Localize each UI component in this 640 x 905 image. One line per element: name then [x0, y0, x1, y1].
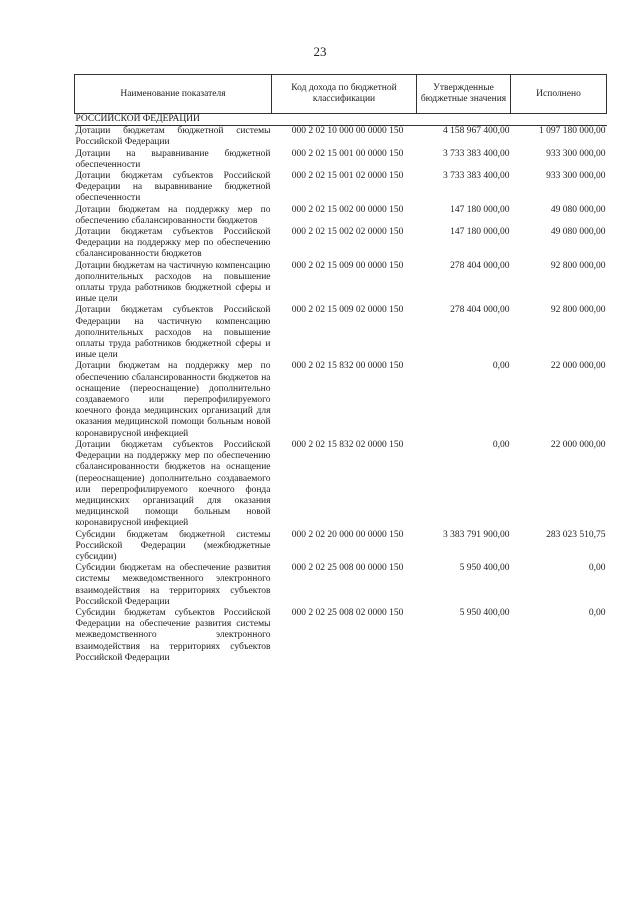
row-code: 000 2 02 15 009 00 0000 150: [291, 260, 404, 271]
row-name: Дотации бюджетам на поддержку мер по обеспечению сбалансированности бюджетов на оснащение (переоснащение) дополнительно создаваемого или перепрофилируемого коечного фонда медицинских организаций для оказания медицинской помощи больным новой коронавирусной инфекцией: [75, 361, 271, 439]
row-code: 000 2 02 15 832 00 0000 150: [291, 361, 404, 372]
table-row: [75, 361, 607, 439]
row-approved: 3 733 383 400,00: [443, 148, 510, 159]
row-name: Дотации бюджетам субъектов Российской Федерации на выравнивание бюджетной обеспеченности: [75, 171, 271, 204]
row-executed: 49 080 000,00: [550, 204, 606, 215]
row-approved: 4 158 967 400,00: [443, 126, 510, 137]
row-executed: 933 300 000,00: [546, 148, 606, 159]
row-approved: 147 180 000,00: [450, 227, 510, 238]
row-approved: 3 733 383 400,00: [443, 171, 510, 182]
row-code: 000 2 02 25 008 00 0000 150: [291, 563, 404, 574]
table-row: [75, 261, 607, 306]
row-code: 000 2 02 15 001 02 0000 150: [291, 171, 404, 182]
row-executed: 49 080 000,00: [550, 227, 606, 238]
table-row: [75, 149, 607, 171]
row-code: 000 2 02 15 002 02 0000 150: [291, 227, 404, 238]
continuation-text: РОССИЙСКОЙ ФЕДЕРАЦИИ: [75, 114, 272, 126]
row-name: Дотации бюджетам бюджетной системы Российской Федерации: [75, 126, 271, 148]
header-name: Наименование показателя: [75, 75, 272, 114]
page-number: 23: [313, 44, 327, 59]
table-row: [75, 305, 607, 361]
row-approved: 5 950 400,00: [459, 563, 510, 574]
row-executed: 92 800 000,00: [550, 260, 606, 271]
row-code: 000 2 02 15 001 00 0000 150: [291, 148, 404, 159]
row-executed: 283 023 510,75: [546, 529, 606, 540]
table-row: [75, 171, 607, 205]
row-approved: 278 404 000,00: [450, 305, 510, 316]
table-row: [75, 126, 607, 149]
row-name: Дотации бюджетам на поддержку мер по обеспечению сбалансированности бюджетов: [75, 204, 271, 226]
row-name: Дотации бюджетам субъектов Российской Федерации на поддержку мер по обеспечению сбалансированности бюджетов: [75, 227, 271, 260]
row-code: 000 2 02 15 832 02 0000 150: [291, 439, 404, 450]
table-row: [75, 440, 607, 530]
row-executed: 22 000 000,00: [550, 361, 606, 372]
row-executed: 1 097 180 000,00: [539, 126, 606, 137]
row-approved: 147 180 000,00: [450, 204, 510, 215]
row-code: 000 2 02 15 009 02 0000 150: [291, 305, 404, 316]
table-row: [75, 205, 607, 227]
row-code: 000 2 02 10 000 00 0000 150: [291, 126, 404, 137]
table-header-row: [75, 75, 607, 114]
table-row: [75, 227, 607, 261]
row-approved: 5 950 400,00: [459, 607, 510, 618]
header-executed: Исполнено: [511, 75, 607, 114]
row-code: 000 2 02 15 002 00 0000 150: [291, 204, 404, 215]
row-name: Субсидии бюджетам бюджетной системы Российской Федерации (межбюджетные субсидии): [75, 529, 271, 562]
row-code: 000 2 02 20 000 00 0000 150: [291, 529, 404, 540]
table-row: [75, 608, 607, 664]
row-executed: 0,00: [588, 563, 606, 574]
budget-revenue-table: [74, 74, 607, 664]
header-approved: Утвержденные бюджетные значения: [417, 75, 511, 114]
row-name: Субсидии бюджетам субъектов Российской Федерации на обеспечение развития системы межведомственного электронного взаимодействия на территориях субъектов Российской Федерации: [75, 607, 271, 663]
row-name: Субсидии бюджетам на обеспечение развития системы межведомственного электронного взаимодействия на территориях субъектов Российской Федерации: [75, 563, 271, 607]
row-executed: 933 300 000,00: [546, 171, 606, 182]
row-name: Дотации бюджетам субъектов Российской Федерации на частичную компенсацию дополнительных расходов на повышение оплаты труда работников бюджетной сферы и иные цели: [75, 305, 271, 361]
row-name: Дотации на выравнивание бюджетной обеспеченности: [75, 148, 271, 170]
header-code: Код дохода по бюджетной классификации: [272, 75, 417, 114]
row-approved: 278 404 000,00: [450, 260, 510, 271]
row-name: Дотации бюджетам на частичную компенсацию дополнительных расходов на повышение оплаты труда работников бюджетной сферы и иные цели: [75, 260, 271, 305]
row-approved: 0,00: [492, 439, 510, 450]
table-row: [75, 530, 607, 564]
row-executed: 0,00: [588, 607, 606, 618]
row-approved: 0,00: [492, 361, 510, 372]
table-row: [75, 563, 607, 608]
row-name: Дотации бюджетам субъектов Российской Федерации на поддержку мер по обеспечению сбалансированности бюджетов на оснащение (переоснащение) дополнительно создаваемого или перепрофилируемого коечного фонда медицинских организаций для оказания медицинской помощи больным новой коронавирусной инфекцией: [75, 439, 271, 529]
row-approved: 3 383 791 900,00: [443, 529, 510, 540]
continuation-row: [75, 114, 607, 126]
row-code: 000 2 02 25 008 02 0000 150: [291, 607, 404, 618]
row-executed: 92 800 000,00: [550, 305, 606, 316]
row-executed: 22 000 000,00: [550, 439, 606, 450]
